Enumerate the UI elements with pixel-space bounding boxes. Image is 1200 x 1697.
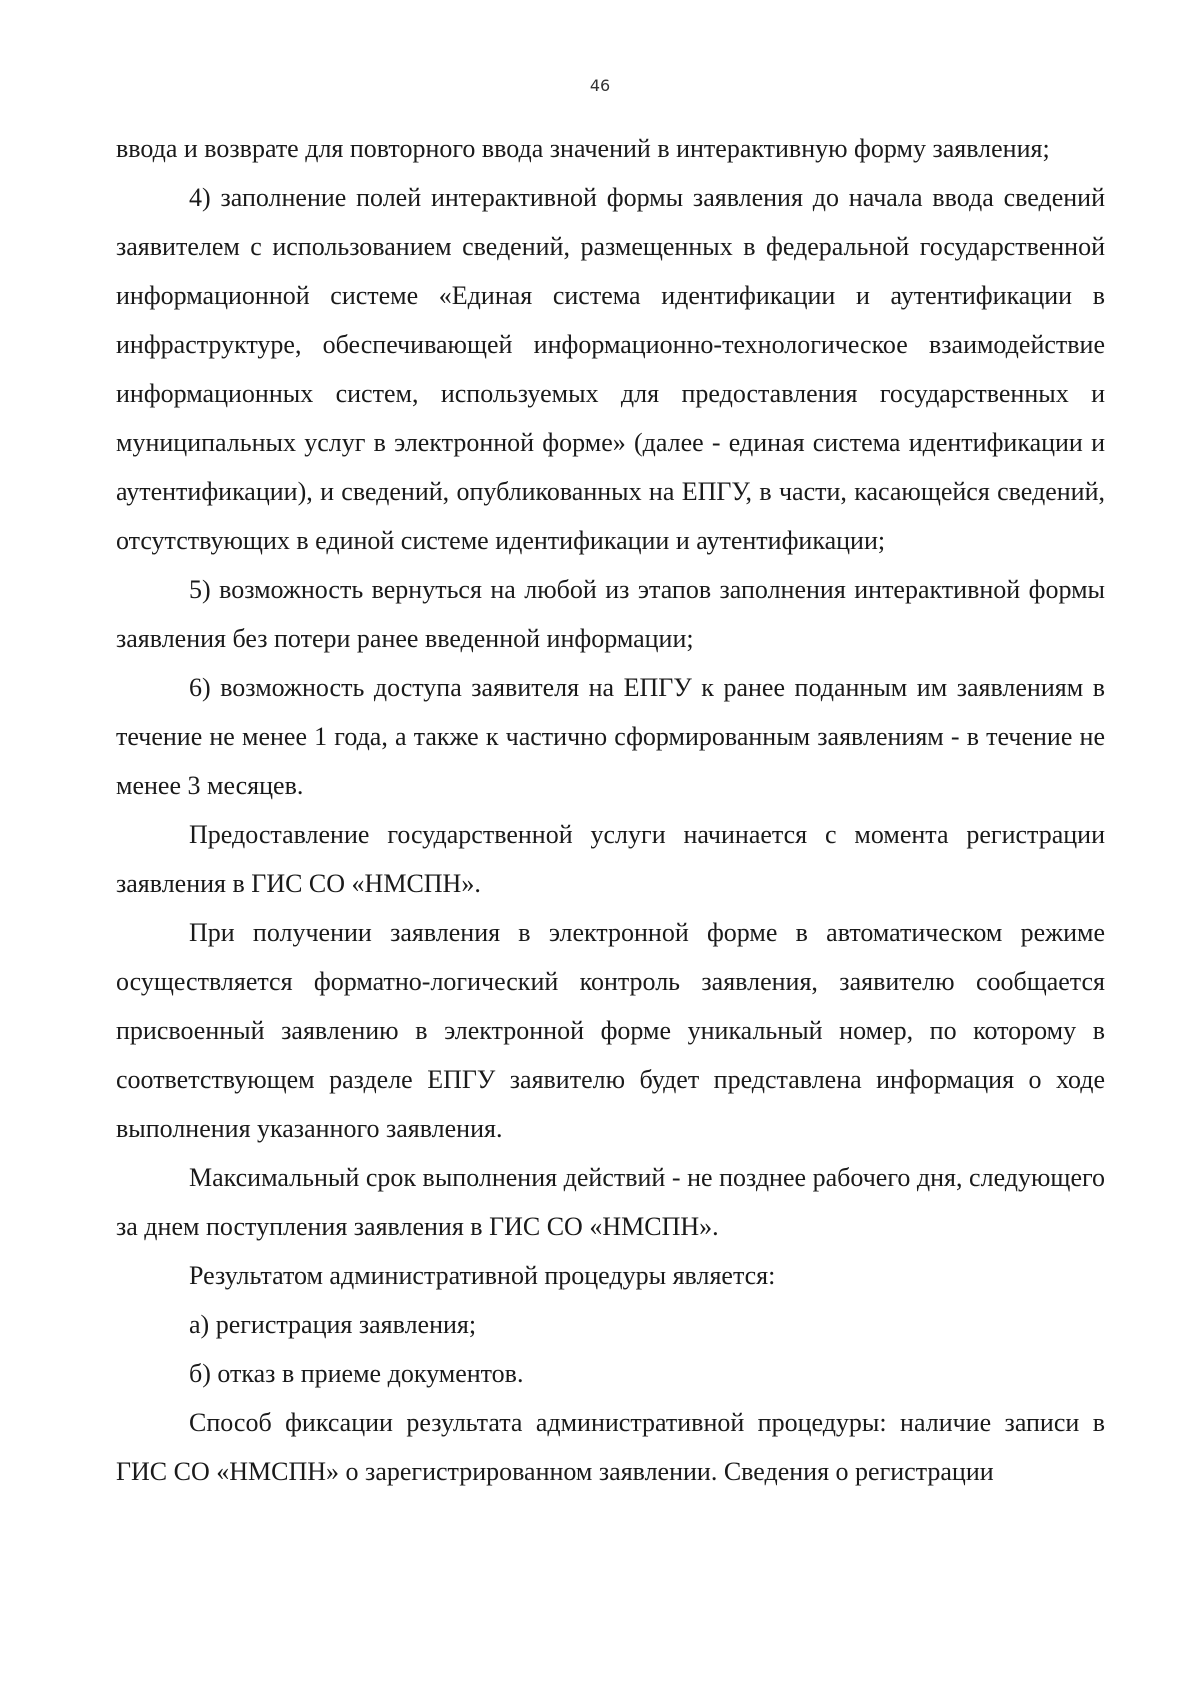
paragraph-service-start: Предоставление государственной услуги начинается с момента регистрации заявления в ГИС СО «НМСПН». bbox=[116, 820, 1105, 898]
paragraph-result-heading: Результатом административной процедуры является: bbox=[189, 1261, 776, 1290]
paragraph-continuation: ввода и возврате для повторного ввода значений в интерактивную форму заявления; bbox=[116, 134, 1050, 163]
page-number: 46 bbox=[589, 76, 611, 95]
result-item-b: б) отказ в приеме документов. bbox=[189, 1359, 524, 1388]
list-item-6: 6) возможность доступа заявителя на ЕПГУ к ранее поданным им заявлениям в течение не менее 1 года, а также к частично сформированным заявлениям - в течение не менее 3 месяцев. bbox=[116, 673, 1105, 800]
result-item-a: а) регистрация заявления; bbox=[189, 1310, 477, 1339]
paragraph-fixation-method: Способ фиксации результата административной процедуры: наличие записи в ГИС СО «НМСПН» о зарегистрированном заявлении. Сведения о регистрации bbox=[116, 1408, 1105, 1486]
list-item-5: 5) возможность вернуться на любой из этапов заполнения интерактивной формы заявления без потери ранее введенной информации; bbox=[116, 575, 1105, 653]
paragraph-max-term: Максимальный срок выполнения действий - не позднее рабочего дня, следующего за днем поступления заявления в ГИС СО «НМСПН». bbox=[116, 1163, 1105, 1241]
document-body bbox=[116, 124, 1105, 1496]
list-item-4: 4) заполнение полей интерактивной формы заявления до начала ввода сведений заявителем с использованием сведений, размещенных в федеральной государственной информационной системе «Единая система идентификации и аутентификации в инфраструктуре, обеспечивающей информационно-технологическое взаимодействие информационных систем, используемых для предоставления государственных и муниципальных услуг в электронной форме» (далее - единая система идентификации и аутентификации), и сведений, опубликованных на ЕПГУ, в части, касающейся сведений, отсутствующих в единой системе идентификации и аутентификации; bbox=[116, 183, 1105, 555]
paragraph-electronic-receipt: При получении заявления в электронной форме в автоматическом режиме осуществляется форматно-логический контроль заявления, заявителю сообщается присвоенный заявлению в электронной форме уникальный номер, по которому в соответствующем разделе ЕПГУ заявителю будет представлена информация о ходе выполнения указанного заявления. bbox=[116, 918, 1105, 1143]
